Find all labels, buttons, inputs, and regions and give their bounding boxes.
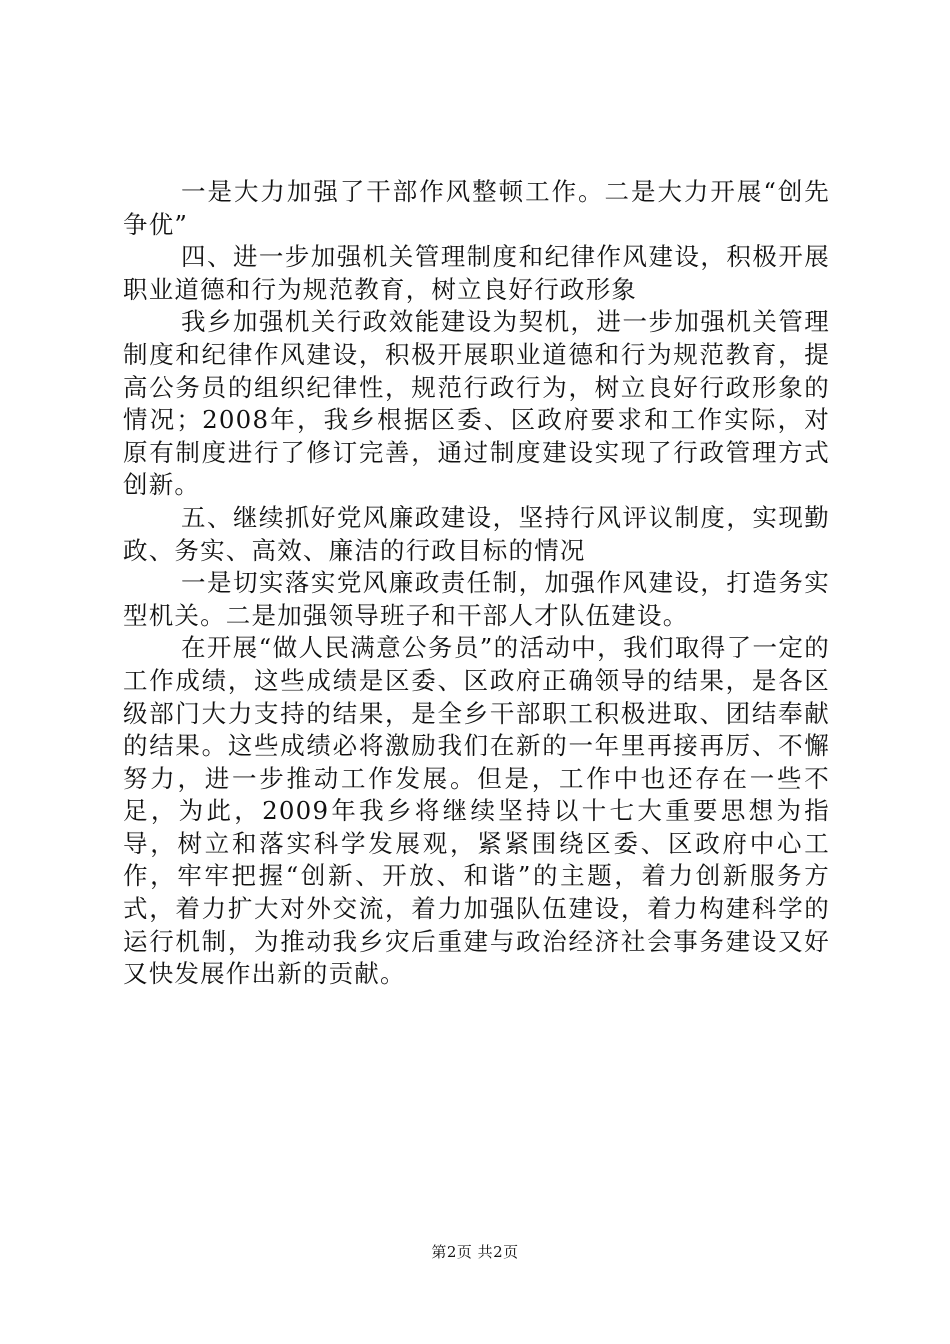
- section-heading-5: 五、继续抓好党风廉政建设，坚持行风评议制度，实现勤政、务实、高效、廉洁的行政目标的情况: [123, 502, 830, 565]
- paragraph-1: 一是大力加强了干部作风整顿工作。二是大力开展“创先争优”: [123, 177, 830, 239]
- document-body: [123, 176, 830, 991]
- paragraph-6: 在开展“做人民满意公务员”的活动中，我们取得了一定的工作成绩，这些成绩是区委、区政府正确领导的结果，是各区级部门大力支持的结果，是全乡干部职工积极进取、团结奉献的结果。这些成绩必将激励我们在新的一年里再接再厉、不懈努力，进一步推动工作发展。但是，工作中也还存在一些不足，为此，2009年我乡将继续坚持以十七大重要思想为指导，树立和落实科学发展观，紧紧围绕区委、区政府中心工作，牢牢把握“创新、开放、和谐”的主题，着力创新服务方式，着力扩大对外交流，着力加强队伍建设，着力构建科学的运行机制，为推动我乡灾后重建与政治经济社会事务建设又好又快发展作出新的贡献。: [123, 633, 830, 989]
- paragraph-5: 一是切实落实党风廉政责任制，加强作风建设，打造务实型机关。二是加强领导班子和干部人才队伍建设。: [123, 568, 830, 630]
- page-number-footer: 第2页 共2页: [431, 1243, 519, 1261]
- paragraph-3: 我乡加强机关行政效能建设为契机，进一步加强机关管理制度和纪律作风建设，积极开展职业道德和行为规范教育，提高公务员的组织纪律性，规范行政行为，树立良好行政形象的情况；2008年，我乡根据区委、区政府要求和工作实际，对原有制度进行了修订完善，通过制度建设实现了行政管理方式创新。: [123, 307, 830, 500]
- section-heading-4: 四、进一步加强机关管理制度和纪律作风建设，积极开展职业道德和行为规范教育，树立良好行政形象: [123, 242, 830, 304]
